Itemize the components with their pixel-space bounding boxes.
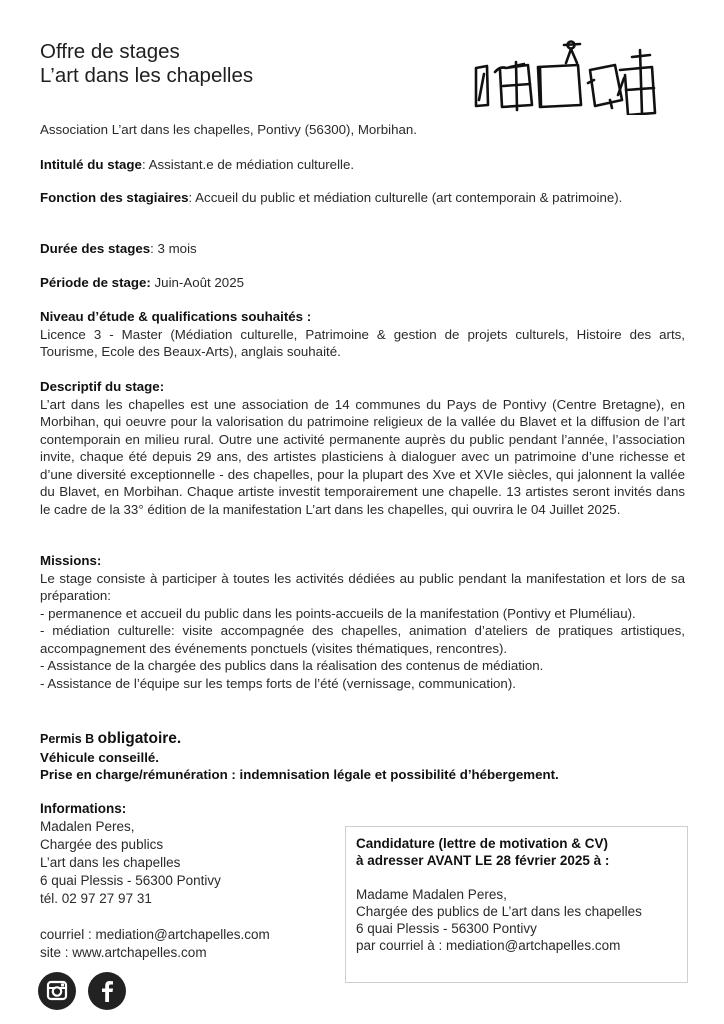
- instagram-icon[interactable]: [38, 972, 76, 1010]
- title-line-1: Offre de stages: [40, 40, 180, 63]
- field-duree-value: : 3 mois: [150, 241, 197, 256]
- missions-intro: Le stage consiste à participer à toutes les activités dédiées au public pendant la manifestation et lors de sa préparation:: [40, 570, 685, 603]
- section-conditions: [40, 730, 685, 784]
- missions-item: - permanence et accueil du public dans les points-accueils de la manifestation (Pontivy et Pluméliau).: [40, 605, 636, 621]
- field-duree-label: Durée des stages: [40, 241, 151, 256]
- candidature-box: [345, 826, 688, 983]
- field-fonction: [40, 189, 685, 207]
- title-line-2: L’art dans les chapelles: [40, 64, 254, 87]
- candidature-line: Chargée des publics de L’art dans les chapelles: [356, 904, 642, 919]
- info-line: L’art dans les chapelles: [40, 855, 181, 870]
- candidature-email-link[interactable]: par courriel à : mediation@artchapelles.com: [356, 938, 621, 953]
- descriptif-label: Descriptif du stage:: [40, 379, 165, 394]
- missions-item: - Assistance de la chargée des publics dans la réalisation des contenus de médiation.: [40, 658, 544, 673]
- missions-label: Missions:: [40, 553, 102, 568]
- candidature-heading-2: à adresser AVANT LE 28 février 2025 à :: [356, 853, 610, 868]
- info-line: Madalen Peres,: [40, 819, 135, 834]
- field-periode-value: Juin-Août 2025: [150, 275, 244, 290]
- informations-block: [40, 800, 340, 962]
- section-missions: [40, 552, 685, 692]
- missions-item: - Assistance de l’équipe sur les temps forts de l’été (vernissage, communication).: [40, 675, 516, 691]
- missions-item: - médiation culturelle: visite accompagnée des chapelles, animation d’ateliers de pratiques artistiques, accompagnement des événements ponctuels (visites thématiques, rencontres).: [40, 623, 685, 656]
- field-periode: [40, 274, 685, 292]
- chapels-logo-icon: [470, 30, 695, 115]
- candidature-heading-1: Candidature (lettre de motivation & CV): [356, 836, 609, 851]
- info-line: Chargée des publics: [40, 837, 164, 852]
- info-email-link[interactable]: courriel : mediation@artchapelles.com: [40, 927, 270, 942]
- info-line: 6 quai Plessis - 56300 Pontivy: [40, 873, 221, 888]
- niveau-text: Licence 3 - Master (Médiation culturelle, Patrimoine & gestion de projets culturels, Histoire des arts, Tourisme, Ecole des Beaux-Arts), anglais souhaité.: [40, 326, 685, 359]
- page-title: [40, 40, 253, 88]
- field-duree: [40, 240, 685, 258]
- descriptif-text: L’art dans les chapelles est une association de 14 communes du Pays de Pontivy (Centre Bretagne), en Morbihan, qui oeuvre pour la valorisation du patrimoine religieux de la vallée du Blavet et la diffusion de l’art contemporain en milieu rural. Outre une activité permanente auprès du public pendant l’année, l’association invite, chaque été depuis 29 ans, des artistes plasticiens à dialoguer avec un patrimoine d’une richesse et d’une diversité exceptionnelle - des chapelles, pour la plupart des Xve et XVIe siècles, qui jalonnent la vallée du Blavet, en Morbihan. Chaque artiste investit temporairement une chapelle. 13 artistes seront invités dans le cadre de la 33° édition de la manifestation L’art dans les chapelles, qui ouvrira le 04 Juillet 2025.: [40, 396, 685, 517]
- info-site-link[interactable]: site : www.artchapelles.com: [40, 945, 207, 960]
- permis-suffix: obligatoire.: [97, 730, 182, 747]
- intro-text: Association L’art dans les chapelles, Pontivy (56300), Morbihan.: [40, 122, 417, 137]
- vehicule-line: Véhicule conseillé.: [40, 749, 159, 765]
- facebook-icon[interactable]: [88, 972, 126, 1010]
- permis-prefix: Permis B: [40, 732, 98, 746]
- field-periode-label: Période de stage:: [40, 275, 151, 290]
- field-fonction-label: Fonction des stagiaires: [40, 190, 189, 205]
- permis-line: [40, 730, 685, 749]
- field-intitule-label: Intitulé du stage: [40, 157, 142, 172]
- candidature-line: Madame Madalen Peres,: [356, 887, 507, 902]
- niveau-label: Niveau d’étude & qualifications souhaités :: [40, 309, 312, 324]
- section-descriptif: [40, 378, 685, 518]
- informations-label: Informations:: [40, 801, 127, 816]
- info-phone: tél. 02 97 27 97 31: [40, 891, 152, 906]
- field-intitule: [40, 156, 685, 174]
- section-niveau: [40, 308, 685, 361]
- field-intitule-value: : Assistant.e de médiation culturelle.: [141, 157, 355, 172]
- remuneration-line: Prise en charge/rémunération : indemnisation légale et possibilité d’hébergement.: [40, 767, 559, 782]
- field-fonction-value: : Accueil du public et médiation culturelle (art contemporain & patrimoine).: [188, 190, 623, 205]
- candidature-line: 6 quai Plessis - 56300 Pontivy: [356, 921, 537, 936]
